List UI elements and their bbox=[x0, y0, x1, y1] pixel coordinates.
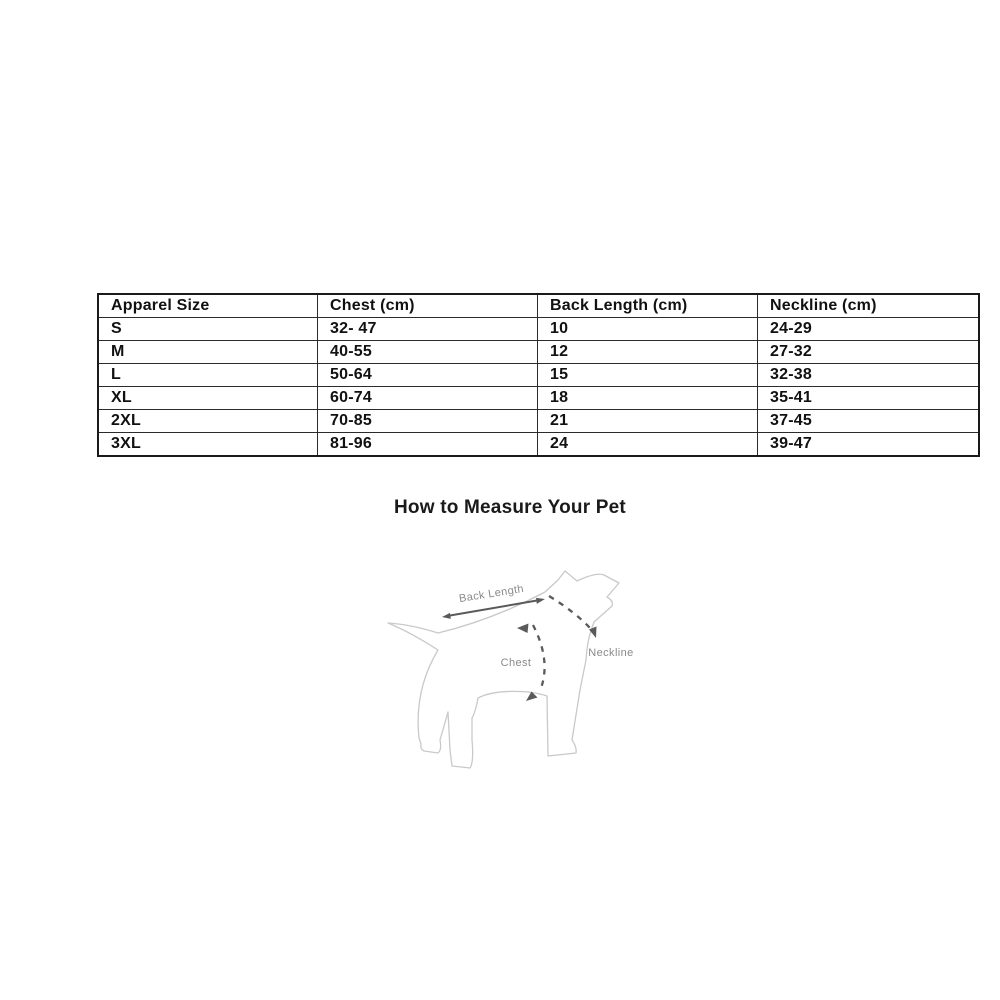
cell-size: M bbox=[98, 341, 318, 364]
neckline-label: Neckline bbox=[588, 647, 634, 659]
size-chart-table bbox=[97, 293, 980, 457]
dog-measurement-diagram bbox=[370, 550, 640, 790]
cell-back-length: 24 bbox=[538, 433, 758, 457]
cell-size: XL bbox=[98, 387, 318, 410]
col-header-neckline: Neckline (cm) bbox=[758, 294, 980, 318]
cell-size: S bbox=[98, 318, 318, 341]
cell-back-length: 10 bbox=[538, 318, 758, 341]
cell-size: 2XL bbox=[98, 410, 318, 433]
table-row-xl bbox=[98, 387, 979, 410]
page-title: How to Measure Your Pet bbox=[394, 497, 626, 518]
cell-neckline: 39-47 bbox=[758, 433, 980, 457]
cell-neckline: 32-38 bbox=[758, 364, 980, 387]
table-row-2xl bbox=[98, 410, 979, 433]
cell-back-length: 12 bbox=[538, 341, 758, 364]
col-header-apparel-size: Apparel Size bbox=[98, 294, 318, 318]
cell-chest: 40-55 bbox=[318, 341, 538, 364]
table-row-s bbox=[98, 318, 979, 341]
cell-back-length: 15 bbox=[538, 364, 758, 387]
cell-neckline: 24-29 bbox=[758, 318, 980, 341]
chest-label: Chest bbox=[500, 657, 532, 669]
dog-outline bbox=[388, 571, 619, 768]
table-row-l bbox=[98, 364, 979, 387]
cell-chest: 60-74 bbox=[318, 387, 538, 410]
table-header-row bbox=[98, 294, 979, 318]
cell-size: 3XL bbox=[98, 433, 318, 457]
cell-neckline: 37-45 bbox=[758, 410, 980, 433]
col-header-back-length: Back Length (cm) bbox=[538, 294, 758, 318]
neckline-measure-line bbox=[549, 596, 597, 638]
cell-neckline: 27-32 bbox=[758, 341, 980, 364]
cell-chest: 70-85 bbox=[318, 410, 538, 433]
cell-neckline: 35-41 bbox=[758, 387, 980, 410]
cell-size: L bbox=[98, 364, 318, 387]
cell-chest: 81-96 bbox=[318, 433, 538, 457]
cell-back-length: 18 bbox=[538, 387, 758, 410]
back-length-label: Back Length bbox=[458, 582, 525, 606]
table-row-3xl bbox=[98, 433, 979, 457]
cell-chest: 32- 47 bbox=[318, 318, 538, 341]
cell-back-length: 21 bbox=[538, 410, 758, 433]
col-header-chest: Chest (cm) bbox=[318, 294, 538, 318]
table-row-m bbox=[98, 341, 979, 364]
cell-chest: 50-64 bbox=[318, 364, 538, 387]
